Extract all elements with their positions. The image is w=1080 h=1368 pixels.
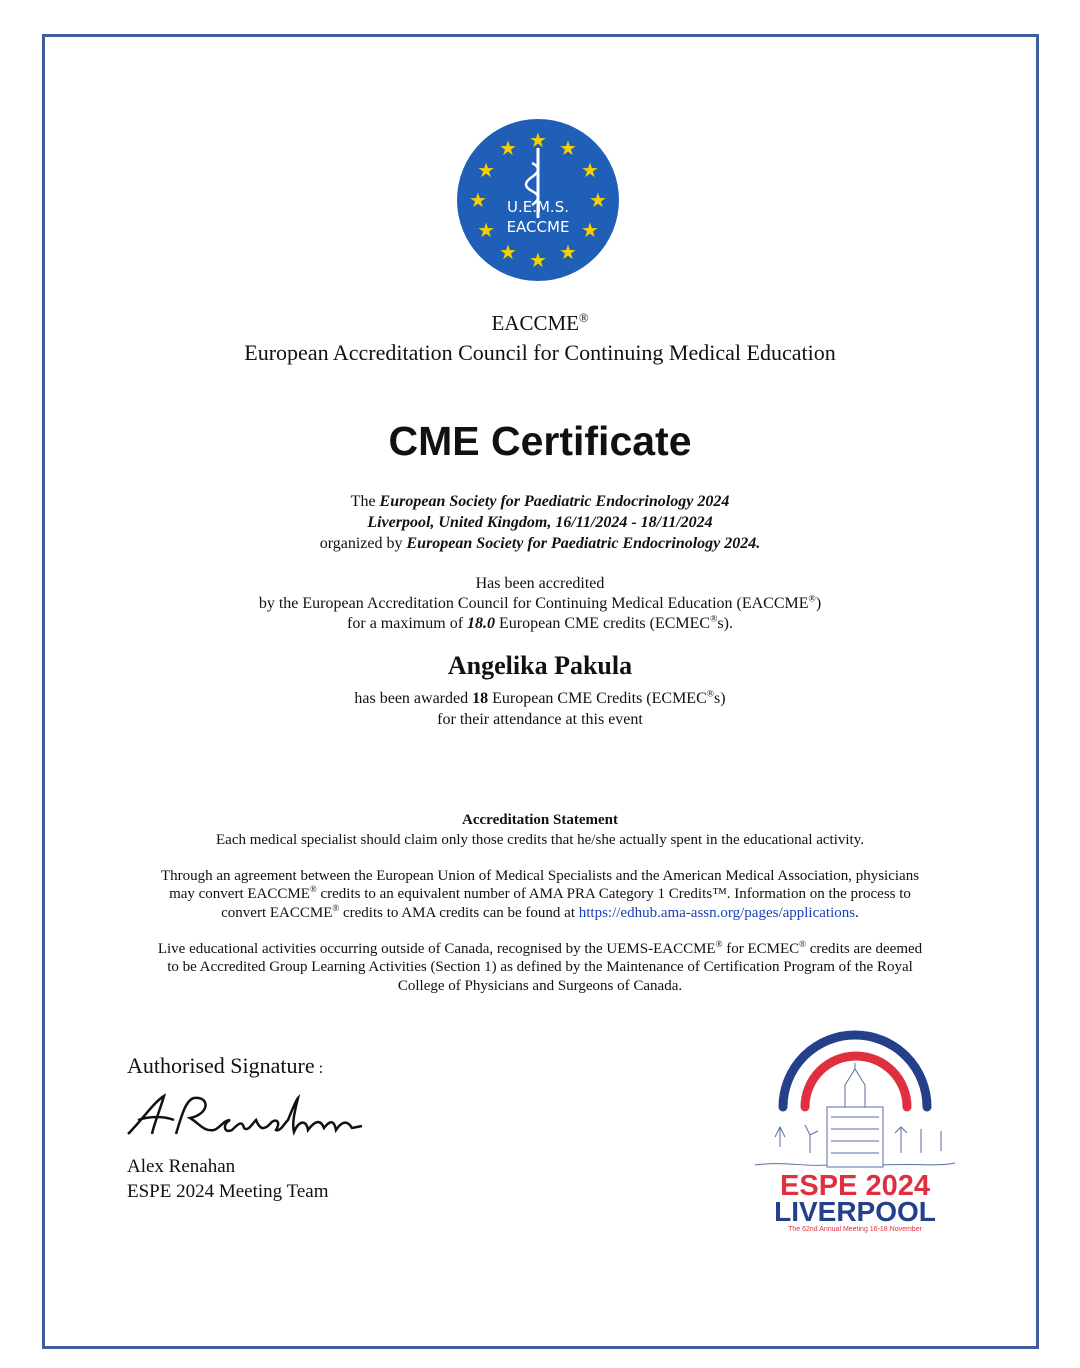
signatory-name: Alex Renahan <box>127 1156 236 1177</box>
star-icon: ★ <box>477 218 496 242</box>
attendance-line: for their attendance at this event <box>437 711 643 728</box>
awarded-line: has been awarded 18 European CME Credits (ECMEC®s) <box>354 688 726 707</box>
page-title: CME Certificate <box>388 418 692 464</box>
star-icon: ★ <box>529 128 547 152</box>
handwritten-signature <box>124 1090 369 1145</box>
signature-label: Authorised Signature : <box>127 1053 324 1078</box>
statement-p2-l1: Through an agreement between the European Union of Medical Specialists and the American Medical Association, physicians <box>160 868 920 884</box>
star-icon: ★ <box>499 136 517 161</box>
svg-text:U.E.M.S.: U.E.M.S. <box>507 198 569 216</box>
espe-2024-liverpool-logo <box>745 1025 965 1235</box>
star-icon: ★ <box>469 188 487 212</box>
statement-p3-l1: Live educational activities occurring outside of Canada, recognised by the UEMS-EACCME® for ECMEC® credits are deemed <box>157 939 923 957</box>
star-icon: ★ <box>559 136 577 161</box>
star-icon: ★ <box>559 239 577 264</box>
org-full: European Accreditation Council for Continuing Medical Education <box>244 340 836 365</box>
event-line-1: The European Society for Paediatric Endocrinology 2024 <box>350 493 730 510</box>
svg-text:LIVERPOOL: LIVERPOOL <box>774 1196 936 1227</box>
event-line-2: Liverpool, United Kingdom, 16/11/2024 - 18/11/2024 <box>367 514 713 531</box>
svg-text:EACCME: EACCME <box>506 218 570 236</box>
recipient-name: Angelika Pakula <box>447 651 633 680</box>
star-icon: ★ <box>529 248 547 272</box>
accredited-line-3: for a maximum of 18.0 European CME credits (ECMEC®s). <box>347 613 733 632</box>
accredited-line-2: by the European Accreditation Council for Continuing Medical Education (EACCME®) <box>258 593 822 612</box>
svg-text:ESPE 2024: ESPE 2024 <box>780 1170 930 1202</box>
statement-p1: Each medical specialist should claim only those credits that he/she actually spent in the educational activity. <box>216 832 864 848</box>
uems-eaccme-logo <box>456 118 620 282</box>
statement-p3-l2: to be Accredited Group Learning Activities (Section 1) as defined by the Maintenance of Certification Program of the Royal <box>167 959 913 975</box>
statement-heading: Accreditation Statement <box>462 812 618 828</box>
accredited-line-1: Has been accredited <box>475 575 605 592</box>
statement-p3-l3: College of Physicians and Surgeons of Canada. <box>397 978 683 994</box>
star-icon: ★ <box>477 158 496 182</box>
star-icon: ★ <box>589 188 607 212</box>
statement-p2-l2: may convert EACCME® credits to an equivalent number of AMA PRA Category 1 Credits™. Information on the process to <box>169 884 911 902</box>
star-icon: ★ <box>580 218 599 242</box>
star-icon: ★ <box>499 239 517 264</box>
ama-link[interactable]: https://edhub.ama-assn.org/pages/applications <box>578 905 856 921</box>
signatory-team: ESPE 2024 Meeting Team <box>127 1181 329 1202</box>
statement-p2-l3: convert EACCME® credits to AMA credits can be found at https://edhub.ama-assn.org/pages/applications. <box>221 903 859 921</box>
org-short: EACCME® <box>491 311 589 335</box>
star-icon: ★ <box>580 158 599 182</box>
svg-text:The 62nd Annual Meeting 16-18: The 62nd Annual Meeting 16-18 November <box>788 1226 922 1233</box>
event-line-3: organized by European Society for Paediatric Endocrinology 2024. <box>319 535 761 552</box>
